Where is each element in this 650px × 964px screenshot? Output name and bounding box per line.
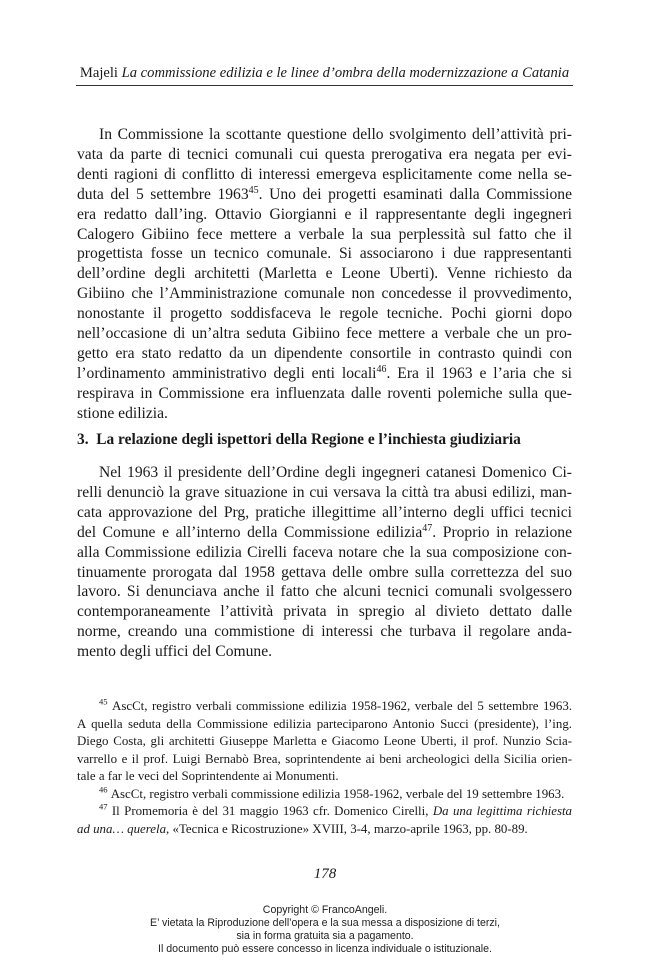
text-line: Nel 1963 il presidente dell’Ordine degli ingegneri catanesi Domenico Ci- xyxy=(99,464,572,481)
copyright-line: sia in forma gratuita sia a pagamento. xyxy=(236,930,414,942)
text-line: lavoro. Si denunciava anche il fatto che alcuni tecnici comunali svolgessero xyxy=(77,583,572,601)
footnote-line xyxy=(77,821,572,839)
copyright-line: Il documento può essere concesso in licenza individuale o istituzionale. xyxy=(158,943,492,955)
footnotes xyxy=(77,698,572,838)
footnote-text: AscCt, registro verbali commissione edilizia 1958-1962, verbale del 5 settembre 1963. xyxy=(112,699,572,713)
footnote-line xyxy=(77,803,572,821)
running-head-title: La commissione edilizia e le linee d’ombra della modernizzazione a Catania xyxy=(121,65,570,81)
body-paragraph-1 xyxy=(77,125,572,424)
footnote-number: 46 xyxy=(99,784,108,795)
footnote-46 xyxy=(77,786,572,804)
footnote-number: 45 xyxy=(99,696,108,707)
text-line: Gibiino che l’Amministrazione comunale non concedesse il provvedimento, xyxy=(77,285,572,303)
section-heading xyxy=(77,430,572,450)
text-line xyxy=(77,185,572,205)
footnote-ref-45: 45 xyxy=(248,184,259,196)
footnote-ref-46: 46 xyxy=(376,363,387,375)
text-line: tinuamente prorogata dal 1958 gettava delle ombre sulla correttezza del suo xyxy=(77,563,572,581)
footnote-line: A quella seduta della Commissione edilizia parteciparono Antonio Succi (presidente), l’ing. xyxy=(77,716,572,731)
text-line: In Commissione la scottante questione dello svolgimento dell’attività pri- xyxy=(99,126,572,143)
footnote-line: Diego Costa, gli architetti Giuseppe Marletta e Giacomo Leone Uberti, il prof. Nunzio Scia- xyxy=(77,734,572,748)
footnote-number: 47 xyxy=(99,801,108,812)
text-line: alla Commissione edilizia Cirelli faceva notare che la sua composizione con- xyxy=(77,543,572,561)
copyright-line: Copyright © FrancoAngeli. xyxy=(262,904,388,916)
copyright-notice xyxy=(0,904,650,956)
text-line xyxy=(77,364,572,384)
page-number: 178 xyxy=(313,866,337,882)
text-line: progettista fosse un tecnico comunale. Si associarono i due rappresentanti xyxy=(77,245,572,263)
footnote-line xyxy=(77,786,572,804)
footnote-line: tale a far le veci del Soprintendente ai Monumenti. xyxy=(77,769,339,783)
text-run: l’ordinamento amministrativo degli enti locali xyxy=(77,364,377,382)
text-line: cata approvazione del Prg, pratiche illegittime all’interno degli uffici tecnici xyxy=(77,503,572,521)
text-line: norme, creando una commistione di interessi che turbava il regolare anda- xyxy=(77,623,572,641)
footnote-45 xyxy=(77,698,572,786)
body-paragraph-2 xyxy=(77,463,572,662)
text-line: dell’ordine degli architetti (Marletta e Leone Uberti). Venne richiesto da xyxy=(77,265,572,283)
text-line: nonostante il progetto soddisfaceva le regole tecniche. Pochi giorni dopo xyxy=(77,305,572,323)
footnote-text: AscCt, registro verbali commissione edilizia 1958-1962, verbale del 19 settembre 1963. xyxy=(110,786,565,801)
text-run: duta del 5 settembre 1963 xyxy=(77,185,249,203)
text-line: getto era stato redatto da un dipendente consortile in contrasto quindi con xyxy=(77,344,572,362)
header-divider xyxy=(76,85,573,86)
footnote-line: varrello e il prof. Luigi Bernabò Brea, soprintendente ai beni archeologici della Sicilia orien- xyxy=(77,751,572,766)
text-run: . Proprio in relazione xyxy=(432,523,572,541)
section-number: 3. xyxy=(77,431,89,448)
copyright-line: E’ vietata la Riproduzione dell’opera e la sua messa a disposizione di terzi, xyxy=(150,917,500,929)
text-line: respirava in Commissione era influenzata dalle roventi polemiche sulla que- xyxy=(77,384,572,402)
footnote-line xyxy=(77,698,572,716)
text-line: era redatto dall’ing. Ottavio Giorgianni e il rappresentante degli ingegneri xyxy=(77,205,572,223)
running-head xyxy=(76,63,573,83)
text-line: mento degli uffici del Comune. xyxy=(77,643,273,661)
running-head-author: Majeli xyxy=(79,65,118,81)
footnote-47 xyxy=(77,803,572,838)
text-run: . Era il 1963 e l’aria che si xyxy=(386,364,572,382)
text-line: Calogero Gibiino fece mettere a verbale la sua perplessità sul fatto che il xyxy=(77,225,572,243)
text-line: denti ragioni di conflitto di interessi emergeva esplicitamente come nella se- xyxy=(77,165,572,183)
footnote-ref-47: 47 xyxy=(422,522,433,534)
section-title: La relazione degli ispettori della Regione e l’inchiesta giudiziaria xyxy=(96,431,521,448)
text-line: nell’occasione di un’altra seduta Gibiino fece mettere a verbale che un pro- xyxy=(77,325,572,343)
footnote-text: Il Promemoria è del 31 maggio 1963 cfr. Domenico Cirelli, xyxy=(111,804,433,818)
footnote-italic-title: ad una… querela xyxy=(77,821,167,836)
text-run: del Comune e all’interno della Commissione edilizia xyxy=(77,523,423,541)
text-line: stione edilizia. xyxy=(77,404,168,422)
text-line: contemporaneamente l’attività privata in spregio al divieto dettato dalle xyxy=(77,603,572,621)
footnote-italic-title: Da una legittima richiesta xyxy=(432,804,572,818)
footnote-text: , «Tecnica e Ricostruzione» XVIII, 3-4, marzo-aprile 1963, pp. 80-89. xyxy=(166,821,528,836)
text-run: . Uno dei progetti esaminati dalla Commissione xyxy=(258,185,573,203)
text-line: vata da parte di tecnici comunali cui questa prerogativa era negata per evi- xyxy=(77,145,572,163)
text-line xyxy=(77,523,572,543)
text-line: relli denunciò la grave situazione in cui versava la città tra abusi edilizi, man- xyxy=(77,483,572,501)
